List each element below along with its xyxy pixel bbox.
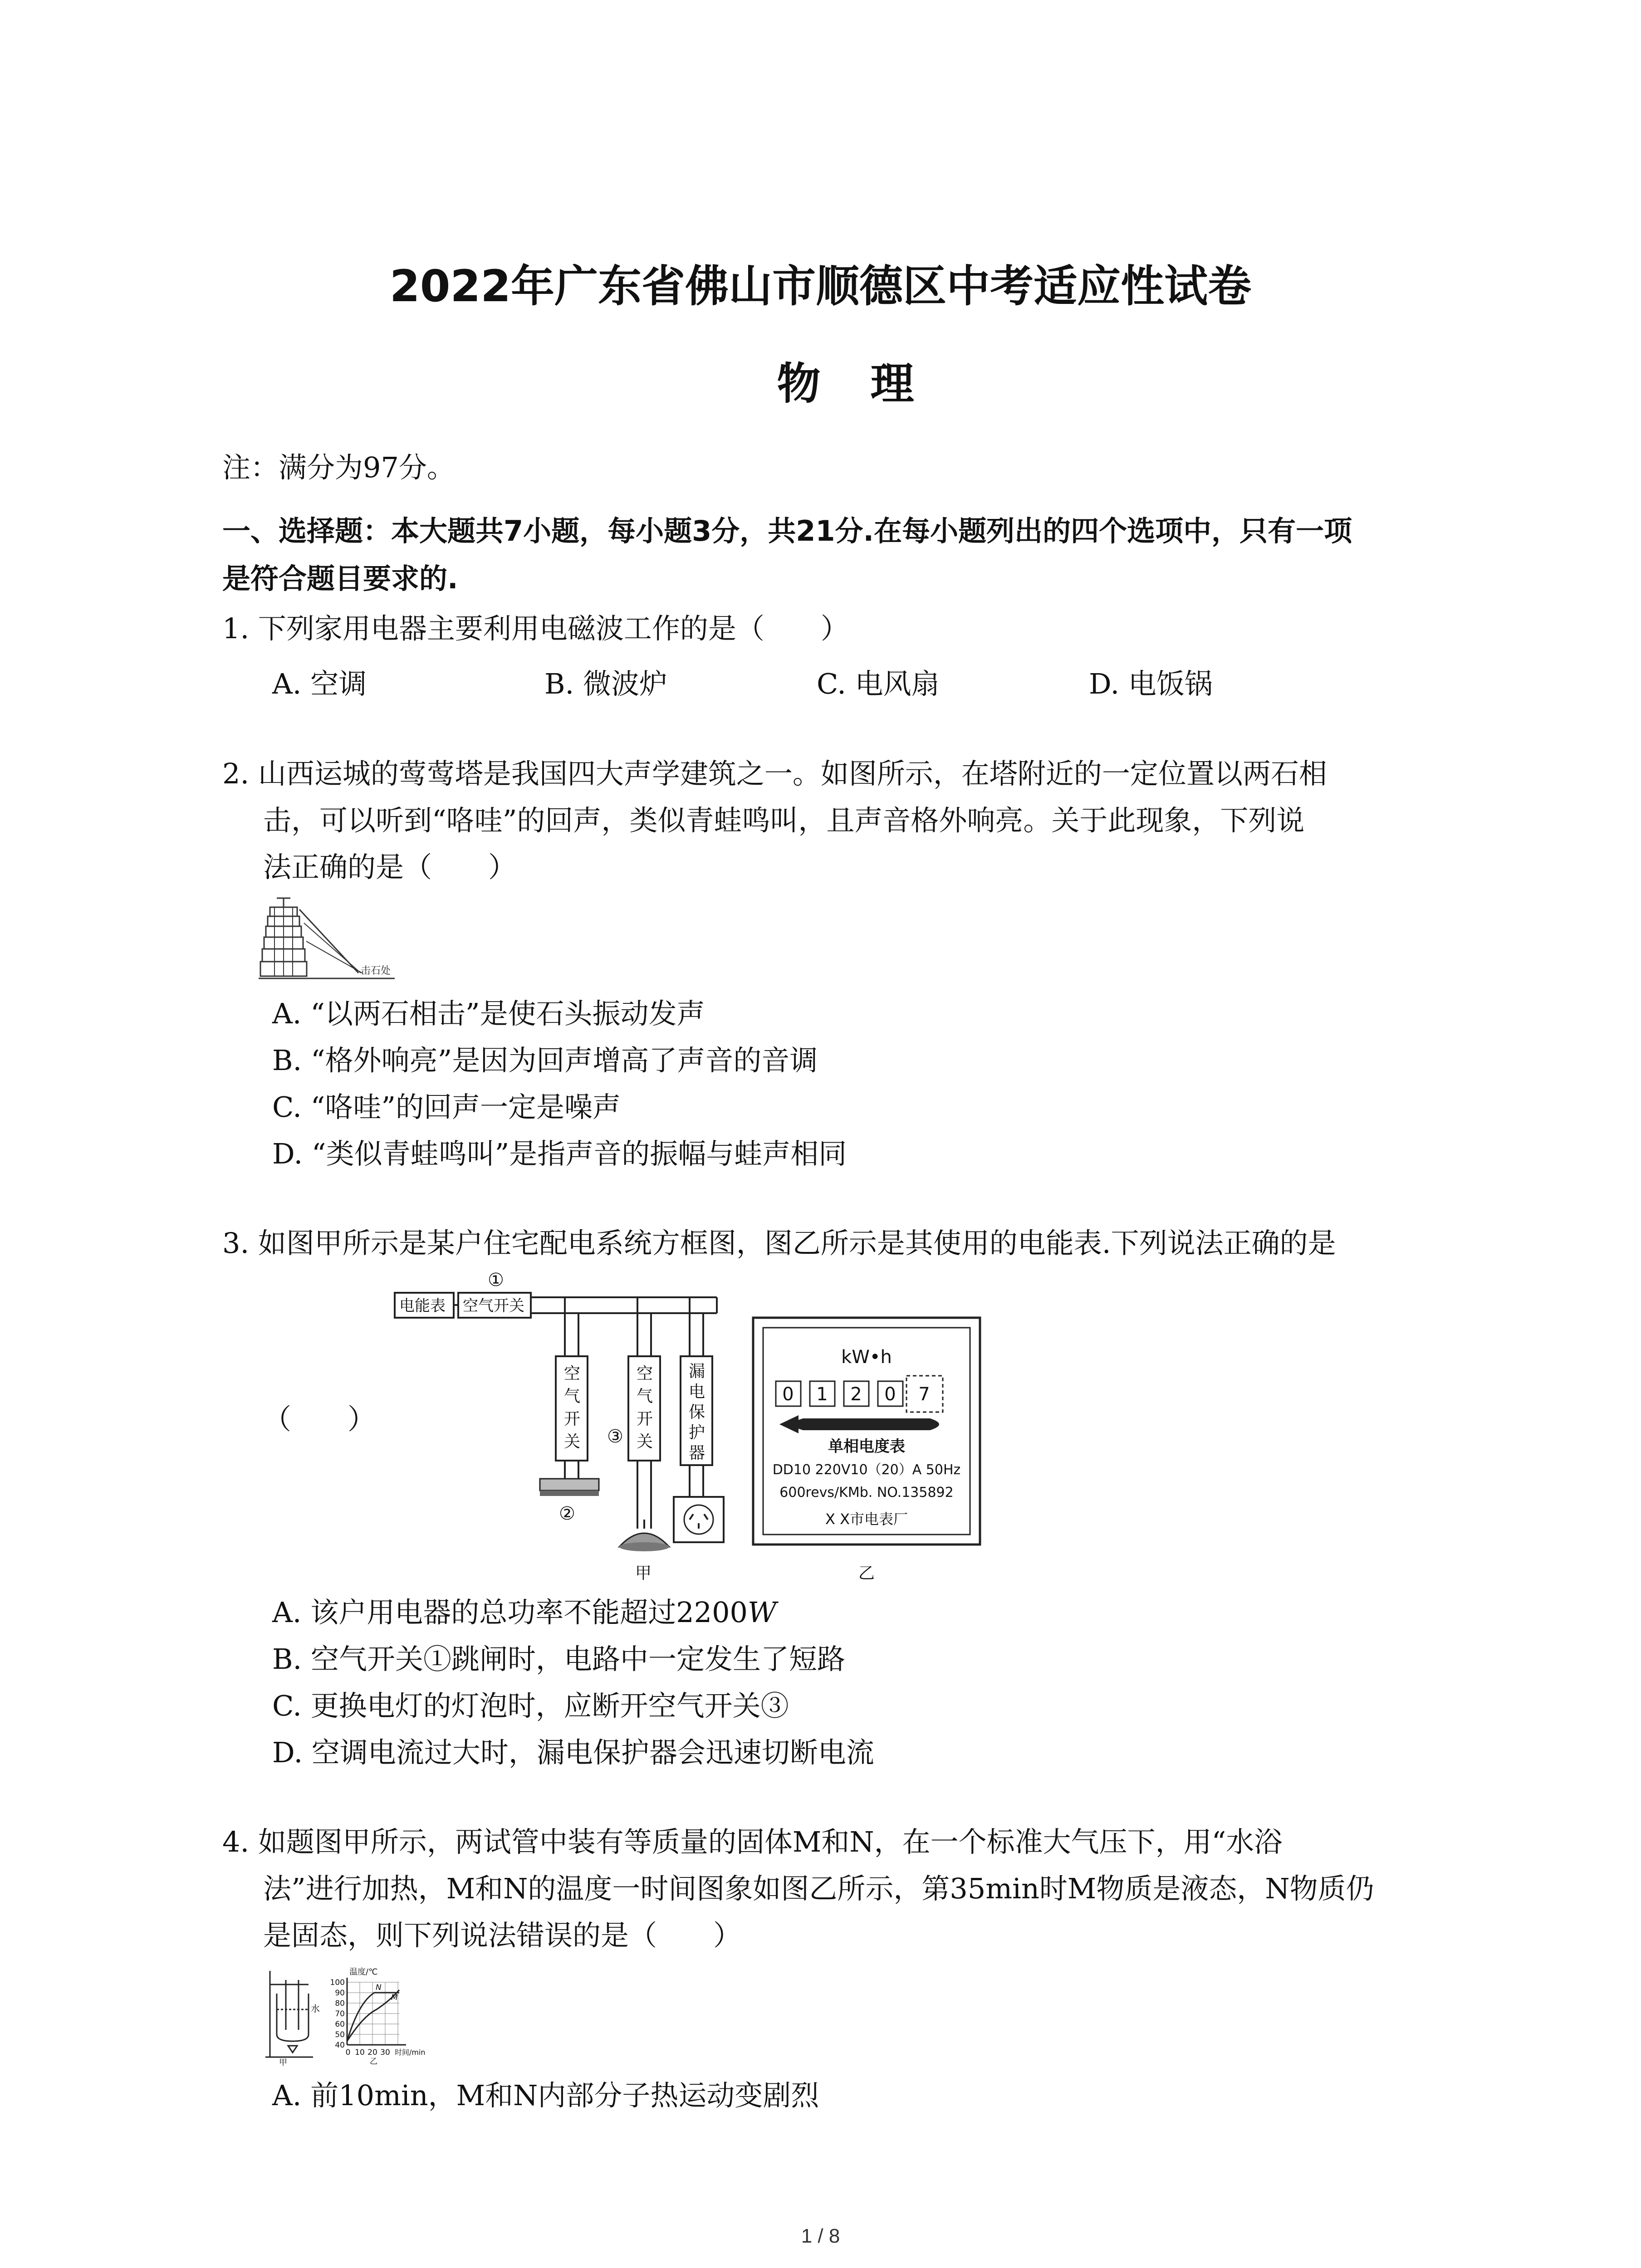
q2-option-c: C. “咯哇”的回声一定是噪声 (272, 1090, 621, 1124)
section1-heading-line1: 一、选择题：本大题共7小题，每小题3分，共21分.在每小题列出的四个选项中，只有一项 (222, 514, 1352, 547)
branch1-char-4: 关 (564, 1432, 581, 1451)
meter-digit-3: 2 (850, 1384, 862, 1405)
q3-option-c: C. 更换电灯的灯泡时，应断开空气开关③ (272, 1689, 789, 1722)
distribution-diagram (390, 1266, 735, 1583)
energy-meter-figure (749, 1313, 985, 1585)
branch2-char-4: 关 (637, 1432, 653, 1451)
branch3-char-4: 护 (689, 1423, 705, 1442)
graph-ylabel: 温度/℃ (349, 1967, 378, 1977)
q3-paren: （ ） (263, 1403, 376, 1436)
q2-option-a: A. “以两石相击”是使石头振动发声 (272, 997, 705, 1030)
q4-option-a: A. 前10min，M和N内部分子热运动变剧烈 (272, 2079, 819, 2112)
q4-stem-line2: 法”进行加热，M和N的温度一时间图象如图乙所示，第35min时M物质是液态，N物质仍 (263, 1872, 1374, 1905)
q2-option-b: B. “格外响亮”是因为回声增高了声音的音调 (272, 1044, 818, 1077)
branch3-char-3: 保 (689, 1403, 705, 1422)
fig4-yi-caption: 乙 (370, 2057, 377, 2066)
num-2-label: ② (559, 1503, 575, 1524)
meter-digit-1: 0 (782, 1384, 794, 1405)
q2-stem-line3: 法正确的是（ ） (263, 850, 517, 884)
fig4-jia-caption: 甲 (279, 2058, 287, 2066)
branch3-char-2: 电 (689, 1383, 705, 1401)
meter-digit-4: 0 (884, 1384, 896, 1405)
fig-yi-caption: 乙 (858, 1564, 875, 1583)
q1-option-a: A. 空调 (272, 667, 367, 700)
pagoda-figure (259, 896, 395, 984)
note-text: 注：满分为97分。 (222, 451, 455, 484)
meter-digit-5: 7 (918, 1384, 930, 1405)
xtick-30: 30 (380, 2048, 390, 2057)
branch1-char-1: 空 (564, 1364, 581, 1383)
ytick-100: 100 (330, 1978, 345, 1987)
q1-option-c: C. 电风扇 (817, 667, 940, 700)
curve-m-label: M (391, 1993, 398, 2002)
q3-option-b: B. 空气开关①跳闸时，电路中一定发生了短路 (272, 1642, 845, 1676)
meter-spec2-label: 600revs/KMb. NO.135892 (779, 1485, 954, 1501)
num-3-label: ③ (607, 1426, 623, 1447)
meter-box-label: 电能表 (399, 1297, 446, 1315)
meter-name-label: 单相电度表 (828, 1437, 905, 1456)
curve-n-label: N (376, 1983, 382, 1992)
xtick-10: 10 (355, 2048, 365, 2057)
q1-option-b: B. 微波炉 (544, 667, 667, 700)
ytick-90: 90 (335, 1989, 345, 1998)
ytick-60: 60 (335, 2020, 345, 2029)
branch3-char-1: 漏 (689, 1362, 705, 1381)
main-switch-label: 空气开关 (463, 1297, 524, 1315)
branch3-char-5: 器 (689, 1444, 705, 1462)
ytick-80: 80 (335, 1999, 345, 2008)
subject-title: 物理 (777, 358, 964, 409)
branch2-char-3: 开 (637, 1410, 653, 1428)
xtick-20: 20 (367, 2048, 377, 2057)
ytick-40: 40 (335, 2041, 345, 2050)
branch2-char-1: 空 (637, 1364, 653, 1383)
q4-stem-line3: 是固态，则下列说法错误的是（ ） (263, 1919, 742, 1952)
meter-maker-label: X X市电表厂 (825, 1510, 908, 1528)
water-label: 水 (311, 2003, 320, 2014)
meter-spec1-label: DD10 220V10（20）A 50Hz (772, 1462, 961, 1478)
q2-stem-line1: 2. 山西运城的莺莺塔是我国四大声学建筑之一。如图所示，在塔附近的一定位置以两石相 (222, 757, 1327, 790)
pagoda-strike-label: 击石处 (361, 965, 391, 977)
meter-digit-2: 1 (816, 1384, 828, 1405)
branch2-char-2: 气 (637, 1387, 653, 1406)
section1-heading-line2: 是符合题目要求的. (222, 562, 458, 595)
xtick-0: 0 (345, 2048, 351, 2057)
q2-option-d: D. “类似青蛙鸣叫”是指声音的振幅与蛙声相同 (272, 1137, 847, 1170)
branch1-char-2: 气 (564, 1387, 581, 1406)
q3-stem: 3. 如图甲所示是某户住宅配电系统方框图，图乙所示是其使用的电能表.下列说法正确的是 (222, 1227, 1336, 1260)
ytick-70: 70 (335, 2009, 345, 2019)
branch1-char-3: 开 (564, 1410, 581, 1428)
graph-xlabel: 时间/min (395, 2048, 426, 2057)
meter-unit-label: kW•h (841, 1347, 892, 1368)
fig-jia-caption: 甲 (635, 1564, 652, 1583)
num-1-label: ① (488, 1270, 504, 1290)
q1-option-d: D. 电饭锅 (1089, 667, 1213, 700)
exam-title: 2022年广东省佛山市顺德区中考适应性试卷 (389, 261, 1252, 312)
heating-figure (263, 1966, 499, 2066)
q1-stem: 1. 下列家用电器主要利用电磁波工作的是（ ） (222, 612, 849, 645)
q4-stem-line1: 4. 如题图甲所示，两试管中装有等质量的固体M和N，在一个标准大气压下，用“水浴 (222, 1825, 1283, 1858)
q3-option-d: D. 空调电流过大时，漏电保护器会迅速切断电流 (272, 1736, 874, 1769)
ytick-50: 50 (335, 2030, 345, 2039)
q2-stem-line2: 击，可以听到“咯哇”的回声，类似青蛙鸣叫，且声音格外响亮。关于此现象，下列说 (263, 804, 1305, 837)
page-number: 1 / 8 (801, 2225, 840, 2247)
q3-option-a: A. 该户用电器的总功率不能超过2200W (272, 1596, 777, 1629)
